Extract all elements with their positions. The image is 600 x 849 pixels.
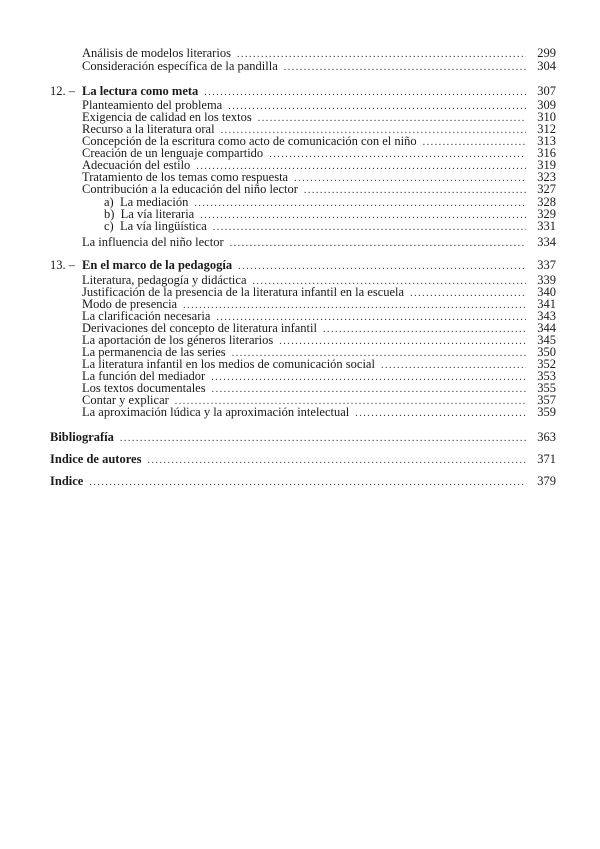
chapter-12-number: 12. – — [50, 84, 75, 98]
leader-dots — [120, 432, 526, 445]
leader-dots — [147, 454, 526, 467]
toc-entry-title: La influencia del niño lector — [82, 235, 224, 249]
toc-entry-page: 316 — [537, 146, 556, 160]
toc-entry-page: 355 — [537, 381, 556, 395]
toc-subentry-page: 329 — [537, 207, 556, 221]
toc-entry-title: La literatura infantil en los medios de comunicación social — [82, 357, 375, 371]
toc-entry-page: 343 — [537, 309, 556, 323]
toc-entry-page: 357 — [537, 393, 556, 407]
toc-entry-title: Adecuación del estilo — [82, 158, 191, 172]
chapter-12-title: La lectura como meta — [82, 84, 199, 98]
toc-entry — [82, 60, 556, 74]
toc-entry-page: 327 — [537, 182, 556, 196]
toc-entry-page: 304 — [537, 59, 556, 73]
toc-entry-page: 350 — [537, 345, 556, 359]
toc-entry-title: Tratamiento de los temas como respuesta — [82, 170, 289, 184]
leader-dots — [89, 476, 526, 489]
toc-subentry-page: 328 — [537, 195, 556, 209]
leader-dots — [204, 86, 526, 99]
toc-entry-page: 310 — [537, 110, 556, 124]
toc-entry-title: Planteamiento del problema — [82, 98, 223, 112]
toc-entry-page: 341 — [537, 297, 556, 311]
toc-entry-page: 359 — [537, 405, 556, 419]
toc-entry-page: 345 — [537, 333, 556, 347]
leader-dots — [355, 407, 526, 420]
toc-entry-title: Creación de un lenguaje compartido — [82, 146, 264, 160]
toc-entry-title: Modo de presencia — [82, 297, 178, 311]
toc-entry-title: Concepción de la escritura como acto de comunicación con el niño — [82, 134, 417, 148]
toc-entry-title: La aportación de los géneros literarios — [82, 333, 274, 347]
toc-entry-title: La función del mediador — [82, 369, 206, 383]
toc-entry-page: 309 — [537, 98, 556, 112]
toc-entry-page: 334 — [537, 235, 556, 249]
chapter-13-number: 13. – — [50, 258, 75, 272]
toc-entry-page: 299 — [537, 46, 556, 60]
toc-backmatter-entry — [50, 475, 556, 489]
toc-entry-page: 323 — [537, 170, 556, 184]
chapter-12-heading — [82, 85, 556, 99]
toc-backmatter-page: 371 — [537, 452, 556, 466]
toc-entry-title: Exigencia de calidad en los textos — [82, 110, 252, 124]
toc-entry-page: 340 — [537, 285, 556, 299]
toc-entry-page: 352 — [537, 357, 556, 371]
chapter-13-title: En el marco de la pedagogía — [82, 258, 233, 272]
toc-backmatter-title: Indice de autores — [50, 452, 142, 466]
toc-entry-title: La aproximación lúdica y la aproximación intelectual — [82, 405, 350, 419]
toc-entry-title: La clarificación necesaria — [82, 309, 211, 323]
toc-entry-title: Literatura, pedagogía y didáctica — [82, 273, 247, 287]
toc-entry-title: Los textos documentales — [82, 381, 206, 395]
toc-entry-title: Análisis de modelos literarios — [82, 46, 231, 60]
toc-entry-title: Recurso a la literatura oral — [82, 122, 215, 136]
toc-backmatter-page: 379 — [537, 474, 556, 488]
toc-entry-title: Contar y explicar — [82, 393, 169, 407]
toc-entry-title: Consideración específica de la pandilla — [82, 59, 278, 73]
toc-entry — [82, 406, 556, 420]
toc-entry-title: La permanencia de las series — [82, 345, 226, 359]
toc-entry-title: Contribución a la educación del niño lector — [82, 182, 298, 196]
toc-subentry-title: a) La mediación — [104, 195, 189, 209]
toc-entry-page: 339 — [537, 273, 556, 287]
chapter-13-page: 337 — [537, 258, 556, 272]
toc-entry-page: 353 — [537, 369, 556, 383]
chapter-12-page: 307 — [537, 84, 556, 98]
toc-entry — [82, 236, 556, 250]
leader-dots — [284, 61, 526, 74]
toc-subentry-title: c) La vía lingüística — [104, 219, 207, 233]
toc-backmatter-entry — [50, 453, 556, 467]
toc-entry-title: Derivaciones del concepto de literatura infantil — [82, 321, 317, 335]
toc-entry-title: Justificación de la presencia de la literatura infantil en la escuela — [82, 285, 405, 299]
toc-subentry-title: b) La vía literaria — [104, 207, 195, 221]
toc-entry-page: 313 — [537, 134, 556, 148]
toc-backmatter-title: Bibliografía — [50, 430, 114, 444]
toc-subentry — [104, 220, 556, 234]
leader-dots — [238, 260, 526, 273]
toc-backmatter-title: Indice — [50, 474, 84, 488]
toc-subentry-page: 331 — [537, 219, 556, 233]
toc-backmatter-page: 363 — [537, 430, 556, 444]
toc-entry-page: 319 — [537, 158, 556, 172]
toc-entry-page: 312 — [537, 122, 556, 136]
leader-dots — [230, 237, 526, 250]
toc-backmatter-entry — [50, 431, 556, 445]
chapter-13-heading — [82, 259, 556, 273]
leader-dots — [213, 221, 526, 234]
toc-entry-page: 344 — [537, 321, 556, 335]
